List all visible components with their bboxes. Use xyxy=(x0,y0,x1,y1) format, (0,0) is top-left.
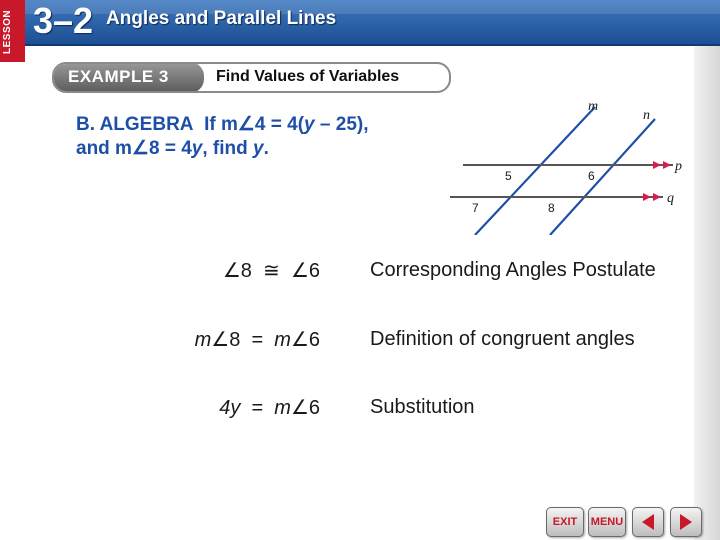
angle-label-7: 7 xyxy=(472,201,479,215)
menu-label: MENU xyxy=(590,516,624,528)
statement-right: m xyxy=(274,397,291,419)
statement-relation: = xyxy=(251,329,264,351)
parallel-arrow-icon xyxy=(653,193,661,201)
variable-y: y xyxy=(253,138,264,159)
next-triangle-icon xyxy=(671,508,701,536)
problem-text: , find xyxy=(202,138,254,159)
next-button[interactable] xyxy=(670,507,702,537)
statement-left-num: 8 xyxy=(229,329,241,351)
line-label-n: n xyxy=(643,108,650,123)
statement-left: m xyxy=(194,329,212,351)
problem-prefix: B. ALGEBRA xyxy=(76,114,194,135)
exit-button[interactable] xyxy=(546,507,584,537)
parallel-lines-diagram xyxy=(445,95,695,235)
parallel-arrow-icon xyxy=(643,193,651,201)
example-label: EXAMPLE 3 xyxy=(68,67,169,86)
problem-text: and m xyxy=(76,138,132,159)
example-banner xyxy=(52,62,451,93)
problem-text: – 25), xyxy=(314,114,369,135)
angle-symbol: ∠ xyxy=(131,138,149,159)
problem-text: If m xyxy=(204,114,238,135)
problem-text: . xyxy=(263,138,269,159)
variable-y: y xyxy=(304,114,315,135)
exit-label: EXIT xyxy=(552,516,578,528)
problem-line-1 xyxy=(76,113,456,137)
proof-reason-2: Definition of congruent angles xyxy=(370,328,635,350)
proof-reason-3: Substitution xyxy=(370,396,475,418)
problem-text: 4 = 4( xyxy=(254,114,305,135)
proof-statement-3 xyxy=(20,395,320,420)
line-label-m: m xyxy=(588,99,599,114)
proof-statement-1 xyxy=(20,258,320,283)
statement-relation: = xyxy=(251,397,264,419)
angle-symbol: ∠ xyxy=(222,260,241,282)
example-badge xyxy=(52,62,204,93)
statement-left: 4y xyxy=(219,397,241,419)
problem-line-2 xyxy=(76,137,456,161)
angle-label-5: 5 xyxy=(505,169,512,183)
menu-button[interactable] xyxy=(588,507,626,537)
decorative-side-strip xyxy=(694,46,720,540)
proof-statement-2 xyxy=(20,327,320,352)
variable-y: y xyxy=(191,138,203,159)
lesson-label: LESSON xyxy=(2,9,13,55)
statement-right: 6 xyxy=(308,260,320,282)
line-label-p: p xyxy=(675,159,682,174)
statement-relation: ≅ xyxy=(263,260,280,282)
lesson-title: Angles and Parallel Lines xyxy=(106,8,337,29)
statement-left: 8 xyxy=(240,260,252,282)
angle-symbol: ∠ xyxy=(290,260,309,282)
angle-label-8: 8 xyxy=(548,201,555,215)
angle-symbol: ∠ xyxy=(211,329,230,351)
example-title: Find Values of Variables xyxy=(216,68,400,85)
lesson-number: 3–2 xyxy=(33,0,94,41)
previous-triangle-icon xyxy=(633,508,663,536)
angle-symbol: ∠ xyxy=(237,114,255,135)
statement-right: m xyxy=(274,329,291,351)
angle-symbol: ∠ xyxy=(290,397,309,419)
angle-symbol: ∠ xyxy=(290,329,309,351)
transversal-n xyxy=(550,119,655,235)
lesson-tab xyxy=(0,0,25,62)
angle-label-6: 6 xyxy=(588,169,595,183)
problem-statement xyxy=(76,113,456,161)
previous-button[interactable] xyxy=(632,507,664,537)
line-label-q: q xyxy=(667,191,674,206)
proof-reason-1: Corresponding Angles Postulate xyxy=(370,259,656,281)
parallel-arrow-icon xyxy=(653,161,661,169)
statement-right-num: 6 xyxy=(308,397,320,419)
parallel-arrow-icon xyxy=(663,161,671,169)
problem-text: 8 = 4 xyxy=(149,138,192,159)
transversal-m xyxy=(475,107,595,235)
statement-right-num: 6 xyxy=(308,329,320,351)
